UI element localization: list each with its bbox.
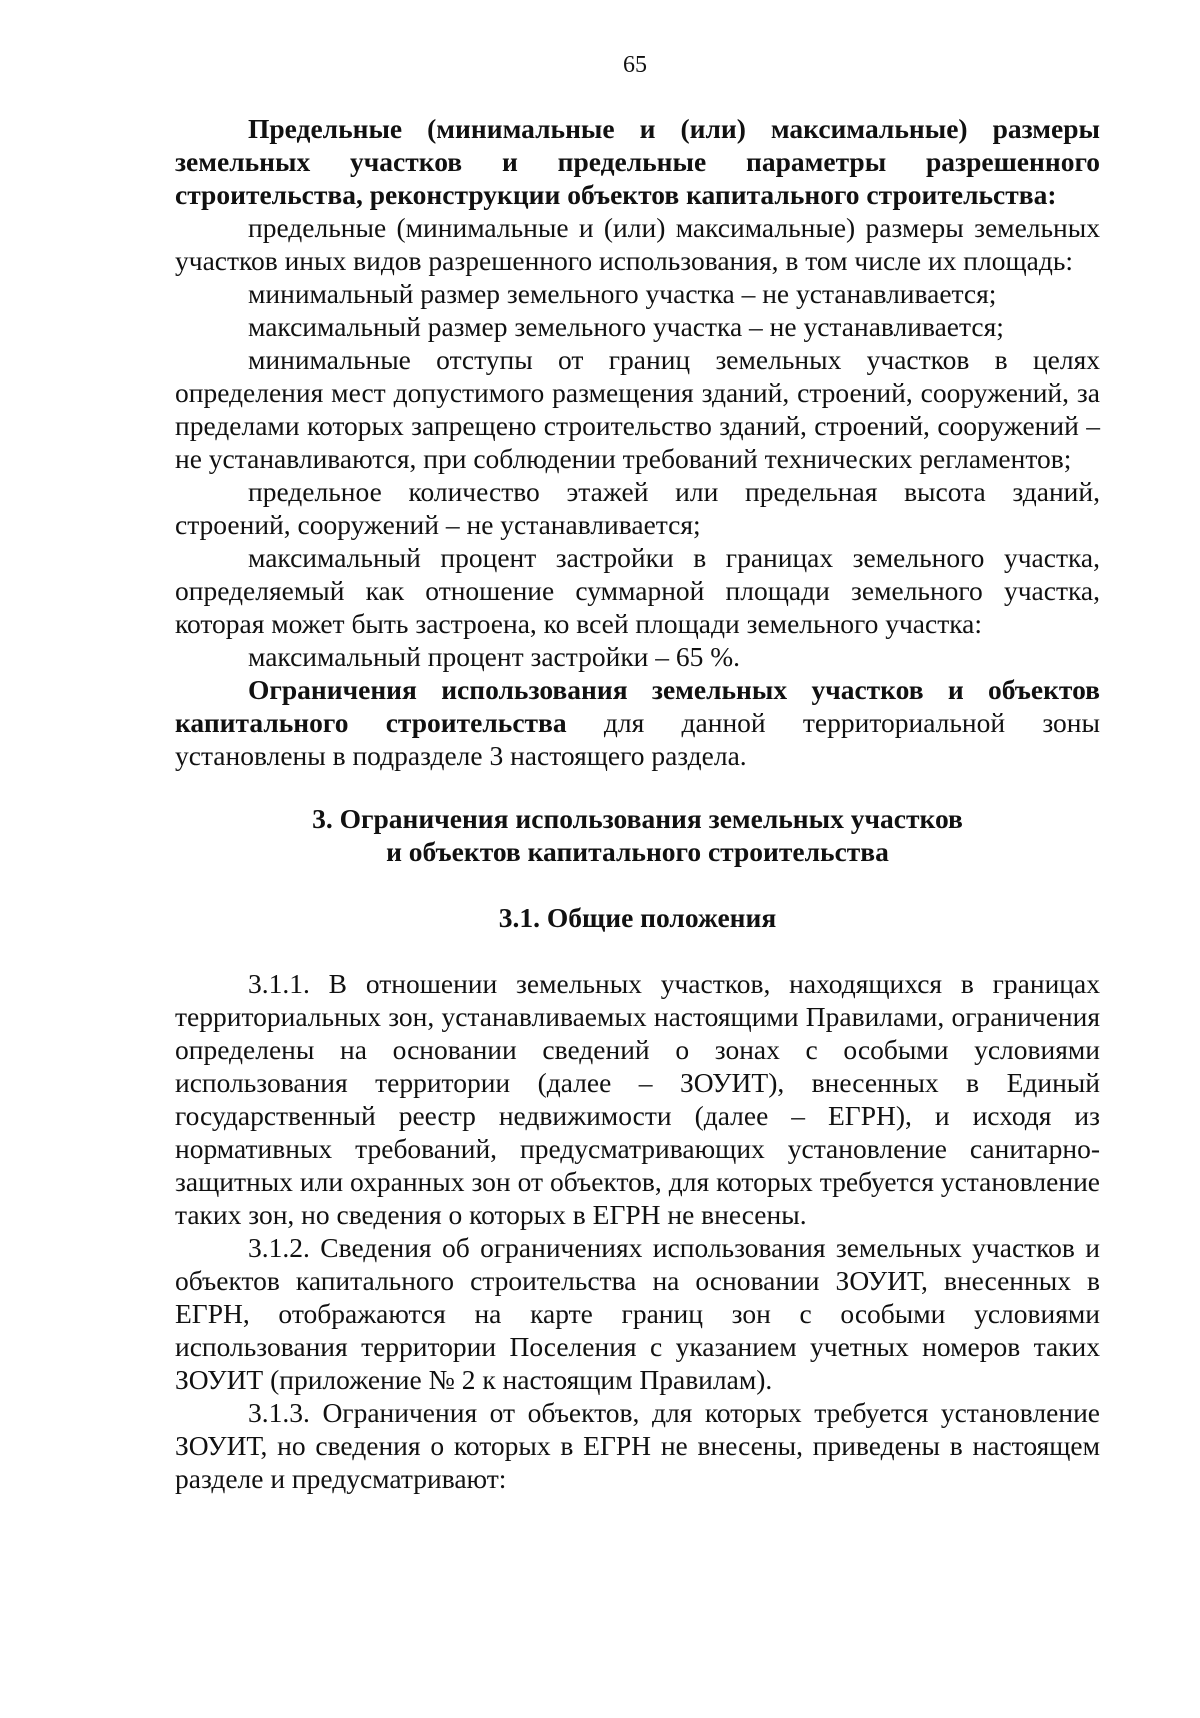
restrictions-paragraph: [175, 673, 1100, 772]
clause-3-1-1: 3.1.1. В отношении земельных участков, находящихся в границах территориальных зон, устанавливаемых настоящими Правилами, ограничения определены на основании сведений о зонах с особыми условиями использования территории (далее – ЗОУИТ), внесенных в Единый государственный реестр недвижимости (далее – ЕГРН), и исходя из нормативных требований, предусматривающих установление санитарно-защитных или охранных зон от объектов, для которых требуется установление таких зон, но сведения о которых в ЕГРН не внесены.: [175, 968, 1100, 1230]
document-body: [175, 112, 1100, 1495]
body-paragraph: максимальный процент застройки – 65 %.: [248, 641, 741, 672]
section-3-heading-line2: и объектов капитального строительства: [386, 836, 889, 867]
restrictions-rest: для данной территориальной зоны установлены в подразделе 3 настоящего раздела.: [175, 707, 1100, 771]
restrictions-bold-lead: Ограничения использования земельных участков и объектов капитального строительства: [175, 674, 1100, 738]
intro-heading-paragraph: Предельные (минимальные и (или) максимальные) размеры земельных участков и предельные параметры разрешенного строительства, реконструкции объектов капитального строительства:: [175, 113, 1100, 210]
section-3-heading-line1: 3. Ограничения использования земельных участков: [312, 803, 963, 834]
page-number: 65: [623, 52, 647, 78]
body-paragraph: минимальный размер земельного участка – не устанавливается;: [248, 278, 997, 309]
clause-3-1-3: 3.1.3. Ограничения от объектов, для которых требуется установление ЗОУИТ, но сведения о которых в ЕГРН не внесены, приведены в настоящем разделе и предусматривают:: [175, 1397, 1100, 1494]
body-paragraph: максимальный процент застройки в границах земельного участка, определяемый как отношение суммарной площади земельного участка, которая может быть застроена, ко всей площади земельного участка:: [175, 542, 1100, 639]
section-3-heading: [175, 802, 1100, 868]
body-paragraph: максимальный размер земельного участка – не устанавливается;: [248, 311, 1004, 342]
body-paragraph: минимальные отступы от границ земельных участков в целях определения мест допустимого размещения зданий, строений, сооружений, за пределами которых запрещено строительство зданий, строений, сооружений – не устанавливаются, при соблюдении требований технических регламентов;: [175, 344, 1100, 474]
body-paragraph: предельное количество этажей или предельная высота зданий, строений, сооружений – не устанавливается;: [175, 476, 1100, 540]
clause-3-1-2: 3.1.2. Сведения об ограничениях использования земельных участков и объектов капитального строительства на основании ЗОУИТ, внесенных в ЕГРН, отображаются на карте границ зон с особыми условиями использования территории Поселения с указанием учетных номеров таких ЗОУИТ (приложение № 2 к настоящим Правилам).: [175, 1232, 1100, 1395]
subsection-3-1-heading: 3.1. Общие положения: [498, 902, 777, 933]
body-paragraph: предельные (минимальные и (или) максимальные) размеры земельных участков иных видов разрешенного использования, в том числе их площадь:: [175, 212, 1100, 276]
